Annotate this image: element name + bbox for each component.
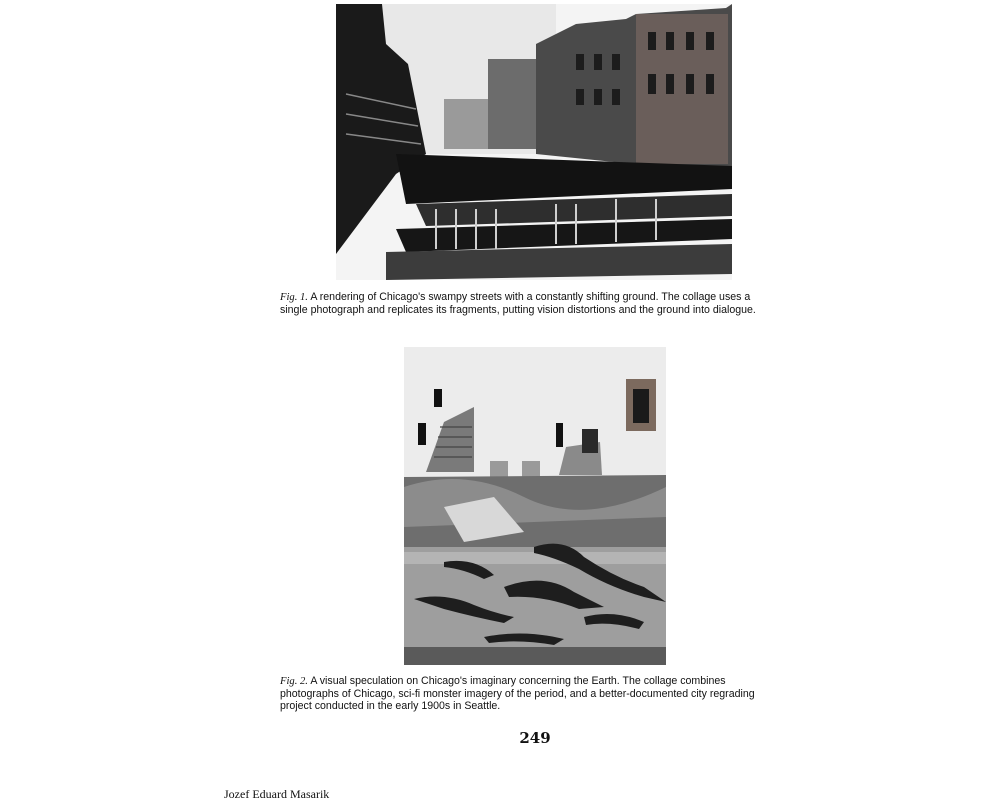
author-name: Jozef Eduard Masarik bbox=[224, 787, 330, 801]
earth-collage-image bbox=[404, 347, 666, 665]
figure-2-caption bbox=[280, 675, 780, 713]
figure-2-earth-collage bbox=[404, 347, 666, 665]
figure-1-label: Fig. 1. bbox=[280, 292, 308, 303]
figure-2-caption-text: A visual speculation on Chicago's imaginary concerning the Earth. The collage combines photographs of Chicago, sci-fi monster imagery of the period, and a better-documented city regrading project conducted in the early 1900s in Seattle. bbox=[280, 675, 755, 713]
figure-1-street-collage bbox=[336, 4, 732, 280]
street-collage-image bbox=[336, 4, 732, 280]
page-number: 249 bbox=[519, 729, 551, 747]
figure-2-label: Fig. 2. bbox=[280, 676, 308, 687]
figure-1-caption-text: A rendering of Chicago's swampy streets with a constantly shifting ground. The collage uses a single photograph and replicates its fragments, putting vision distortions and the ground into dialogue. bbox=[280, 291, 756, 317]
figure-1-caption bbox=[280, 291, 780, 316]
